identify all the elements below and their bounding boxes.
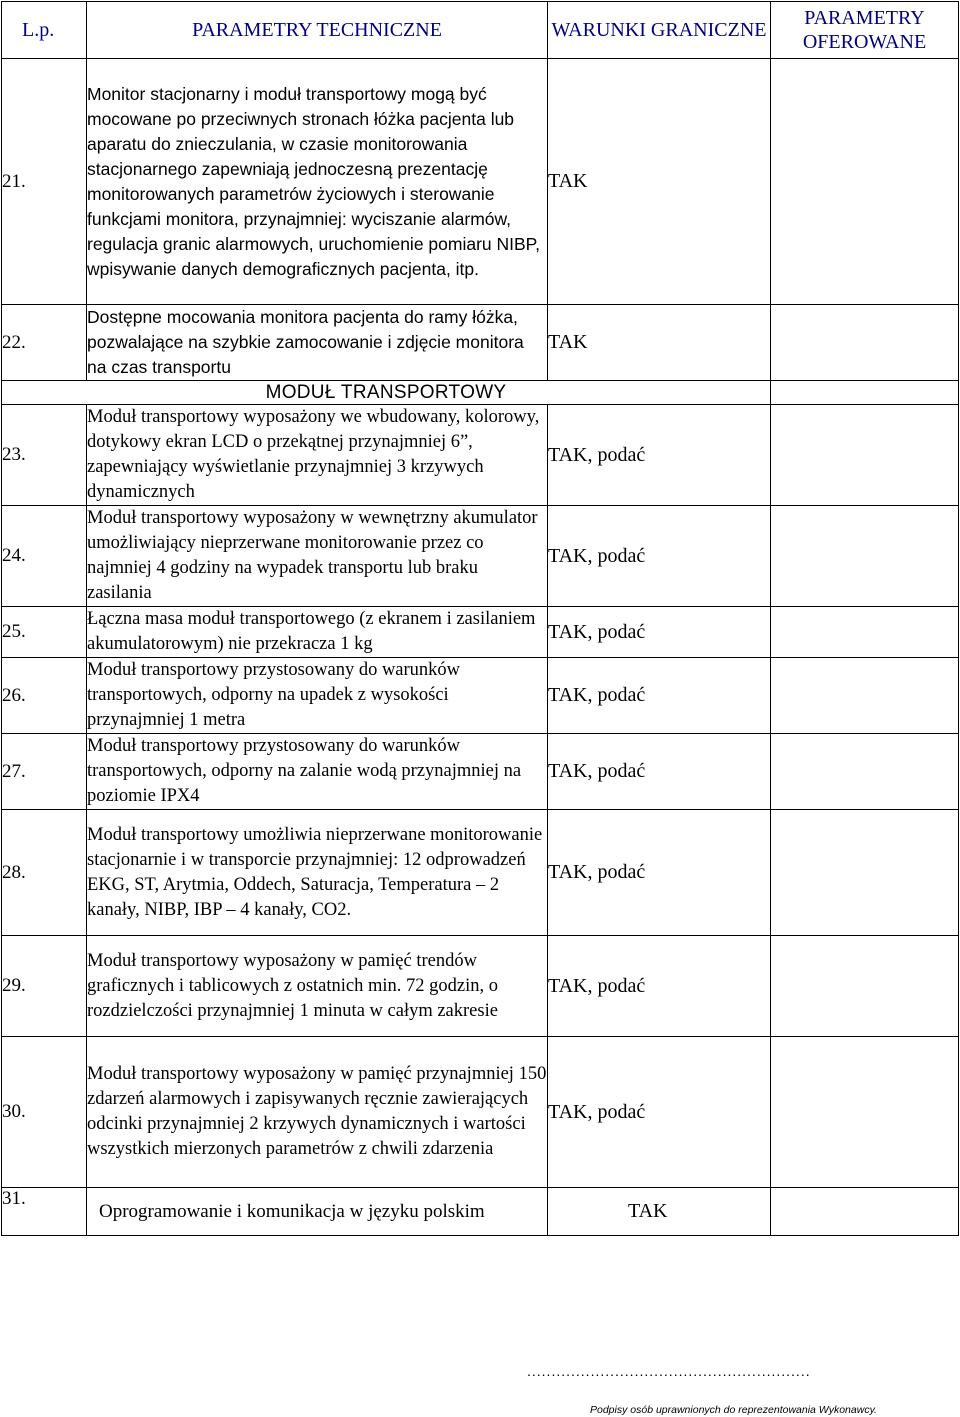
row-description: Moduł transportowy przystosowany do warunków transportowych, odporny na upadek z wysokości przynajmniej 1 metra xyxy=(87,658,548,734)
row-offered-value[interactable] xyxy=(771,305,959,381)
row-description: Moduł transportowy wyposażony w pamięć przynajmniej 150 zdarzeń alarmowych i zapisywanych ręcznie zawierających odcinki przynajmniej 2 krzywych dynamicznych i wartości wszystkich mierzonych parametrów z chwili zdarzenia xyxy=(87,1037,548,1188)
row-description: Dostępne mocowania monitora pacjenta do ramy łóżka, pozwalające na szybkie zamocowanie i zdjęcie monitora na czas transportu xyxy=(87,305,548,381)
row-offered-value[interactable] xyxy=(771,405,959,506)
row-condition: TAK, podać xyxy=(548,936,771,1037)
table-row xyxy=(2,810,959,936)
row-number: 31. xyxy=(2,1188,87,1236)
row-condition: TAK, podać xyxy=(548,658,771,734)
row-offered-value[interactable] xyxy=(771,607,959,658)
table-row xyxy=(2,1037,959,1188)
signature-caption: Podpisy osób uprawnionych do reprezentowania Wykonawcy. xyxy=(590,1404,877,1416)
specification-table xyxy=(1,1,959,1236)
row-condition: TAK xyxy=(548,59,771,305)
header-technical-params: PARAMETRY TECHNICZNE xyxy=(87,2,548,59)
row-description: Moduł transportowy umożliwia nieprzerwane monitorowanie stacjonarnie i w transporcie przynajmniej: 12 odprowadzeń EKG, ST, Arytmia, Oddech, Saturacja, Temperatura – 2 kanały, NIBP, IBP – 4 kanały, CO2. xyxy=(87,810,548,936)
table-row xyxy=(2,506,959,607)
table-row xyxy=(2,305,959,381)
section-title: MODUŁ TRANSPORTOWY xyxy=(2,381,771,405)
row-description: Monitor stacjonarny i moduł transportowy mogą być mocowane po przeciwnych stronach łóżka pacjenta lub aparatu do znieczulania, w czasie monitorowania stacjonarnego zapewniają jednoczesną prezentację monitorowanych parametrów życiowych i sterowanie funkcjami monitora, przynajmniej: wyciszanie alarmów, regulacja granic alarmowych, uruchomienie pomiaru NIBP, wpisywanie danych demograficznych pacjenta, itp. xyxy=(87,59,548,305)
row-description: Oprogramowanie i komunikacja w języku polskim xyxy=(87,1188,548,1236)
row-condition: TAK, podać xyxy=(548,405,771,506)
signature-line: .......................................................... xyxy=(527,1363,811,1379)
row-offered-value[interactable] xyxy=(771,381,959,405)
row-description: Moduł transportowy wyposażony w pamięć trendów graficznych i tablicowych z ostatnich min. 72 godzin, o rozdzielczości przynajmniej 1 minuta w całym zakresie xyxy=(87,936,548,1037)
row-condition: TAK, podać xyxy=(548,810,771,936)
row-offered-value[interactable] xyxy=(771,658,959,734)
row-condition: TAK, podać xyxy=(548,506,771,607)
row-number: 26. xyxy=(2,658,87,734)
row-condition: TAK xyxy=(548,305,771,381)
row-offered-value[interactable] xyxy=(771,734,959,810)
row-number: 22. xyxy=(2,305,87,381)
row-offered-value[interactable] xyxy=(771,810,959,936)
row-condition: TAK, podać xyxy=(548,1037,771,1188)
table-row xyxy=(2,658,959,734)
row-number: 30. xyxy=(2,1037,87,1188)
header-lp: L.p. xyxy=(2,2,87,59)
row-number: 28. xyxy=(2,810,87,936)
section-row xyxy=(2,381,959,405)
row-offered-value[interactable] xyxy=(771,936,959,1037)
table-row xyxy=(2,1188,959,1236)
row-condition: TAK xyxy=(548,1188,771,1236)
table-row xyxy=(2,405,959,506)
row-offered-value[interactable] xyxy=(771,506,959,607)
header-offered-params: PARAMETRY OFEROWANE xyxy=(771,2,959,59)
row-number: 27. xyxy=(2,734,87,810)
row-number: 29. xyxy=(2,936,87,1037)
row-number: 21. xyxy=(2,59,87,305)
row-offered-value[interactable] xyxy=(771,1037,959,1188)
row-offered-value[interactable] xyxy=(771,59,959,305)
row-offered-value[interactable] xyxy=(771,1188,959,1236)
header-boundary-conditions: WARUNKI GRANICZNE xyxy=(548,2,771,59)
table-row xyxy=(2,936,959,1037)
table-row xyxy=(2,59,959,305)
row-description: Łączna masa moduł transportowego (z ekranem i zasilaniem akumulatorowym) nie przekracza 1 kg xyxy=(87,607,548,658)
row-description: Moduł transportowy przystosowany do warunków transportowych, odporny na zalanie wodą przynajmniej na poziomie IPX4 xyxy=(87,734,548,810)
table-row xyxy=(2,607,959,658)
table-row xyxy=(2,734,959,810)
row-description: Moduł transportowy wyposażony w wewnętrzny akumulator umożliwiający nieprzerwane monitorowanie przez co najmniej 4 godziny na wypadek transportu lub braku zasilania xyxy=(87,506,548,607)
row-number: 23. xyxy=(2,405,87,506)
row-number: 24. xyxy=(2,506,87,607)
row-description: Moduł transportowy wyposażony we wbudowany, kolorowy, dotykowy ekran LCD o przekątnej przynajmniej 6”, zapewniający wyświetlanie przynajmniej 3 krzywych dynamicznych xyxy=(87,405,548,506)
table-header-row xyxy=(2,2,959,59)
row-number: 25. xyxy=(2,607,87,658)
row-condition: TAK, podać xyxy=(548,734,771,810)
row-condition: TAK, podać xyxy=(548,607,771,658)
